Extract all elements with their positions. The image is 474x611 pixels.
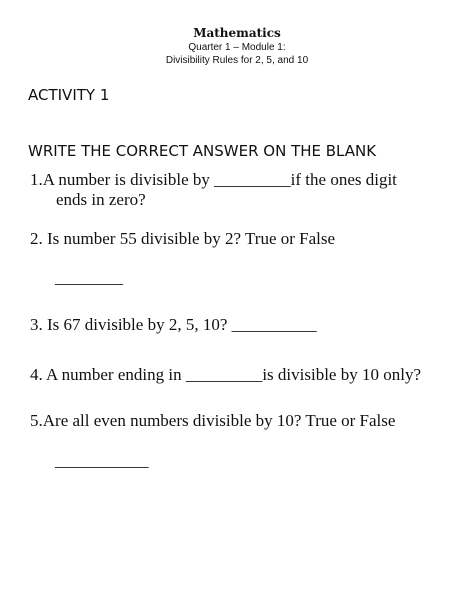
question-5: 5.Are all even numbers divisible by 10? True or False xyxy=(30,411,396,430)
worksheet-header xyxy=(0,26,474,67)
question-3: 3. Is 67 divisible by 2, 5, 10? __________ xyxy=(30,315,317,334)
question-1: 1.A number is divisible by _________if the ones digit xyxy=(30,170,397,189)
question-4: 4. A number ending in _________is divisible by 10 only? xyxy=(30,365,421,384)
activity-heading: ACTIVITY 1 xyxy=(28,86,110,104)
answer-blank-2: ________ xyxy=(55,268,123,287)
subject-title: Mathematics xyxy=(193,26,281,40)
question-1-continuation: ends in zero? xyxy=(56,190,146,209)
instruction-heading: WRITE THE CORRECT ANSWER ON THE BLANK xyxy=(28,142,377,160)
topic-title: Divisibility Rules for 2, 5, and 10 xyxy=(165,55,309,66)
answer-blank-5: ___________ xyxy=(55,451,149,470)
question-2: 2. Is number 55 divisible by 2? True or False xyxy=(30,229,336,248)
quarter-module: Quarter 1 – Module 1: xyxy=(188,42,286,53)
